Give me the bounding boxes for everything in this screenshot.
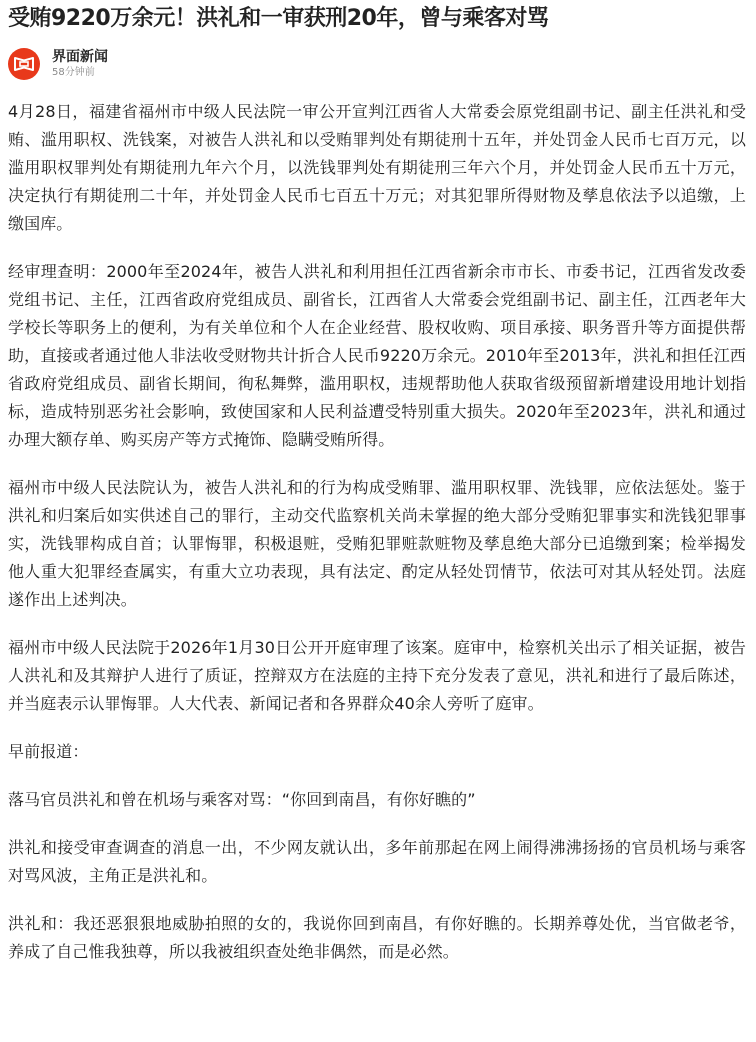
source-info[interactable] (8, 46, 746, 82)
article-body (8, 98, 746, 966)
source-meta (52, 48, 108, 80)
paragraph-findings: 经审理查明：2000年至2024年，被告人洪礼和利用担任江西省新余市市长、市委书记，江西省发改委党组书记、主任，江西省政府党组成员、副省长，江西省人大常委会党组副书记、副主任，江西老年大学校长等职务上的便利，为有关单位和个人在企业经营、股权收购、项目承接、职务晋升等方面提供帮助，直接或者通过他人非法收受财物共计折合人民币9220万余元。2010年至2013年，洪礼和担任江西省政府党组成员、副省长期间，徇私舞弊，滥用职权，违规帮助他人获取省级预留新增建设用地计划指标，造成特别恶劣社会影响，致使国家和人民利益遭受特别重大损失。2020年至2023年，洪礼和通过办理大额存单、购买房产等方式掩饰、隐瞒受贿所得。 (8, 262, 746, 449)
article-page (0, 4, 756, 966)
jiemian-logo-icon[interactable] (8, 48, 40, 80)
paragraph-court-opinion: 福州市中级人民法院认为，被告人洪礼和的行为构成受贿罪、滥用职权罪、洗钱罪，应依法惩处。鉴于洪礼和归案后如实供述自己的罪行，主动交代监察机关尚未掌握的绝大部分受贿犯罪事实和洗钱犯罪事实，洗钱罪构成自首；认罪悔罪，积极退赃，受贿犯罪赃款赃物及孳息绝大部分已追缴到案；检举揭发他人重大犯罪经查属实，有重大立功表现，具有法定、酌定从轻处罚情节，依法可对其从轻处罚。法庭遂作出上述判决。 (8, 478, 746, 609)
paragraph-trial: 福州市中级人民法院于2026年1月30日公开开庭审理了该案。庭审中，检察机关出示了相关证据，被告人洪礼和及其辩护人进行了质证，控辩双方在法庭的主持下充分发表了意见，洪礼和进行了最后陈述，并当庭表示认罪悔罪。人大代表、新闻记者和各界群众40余人旁听了庭审。 (8, 638, 746, 713)
source-name[interactable]: 界面新闻 (52, 49, 108, 65)
paragraph-earlier-report-label: 早前报道： (8, 742, 89, 761)
article-title: 受贿9220万余元！洪礼和一审获刑20年，曾与乘客对骂 (8, 6, 549, 31)
paragraph-quote: 洪礼和：我还恶狠狠地威胁拍照的女的，我说你回到南昌，有你好瞧的。长期养尊处优，当官做老爷，养成了自己惟我独尊，所以我被组织查处绝非偶然，而是必然。 (8, 914, 746, 961)
paragraph-airport-incident: 洪礼和接受审查调查的消息一出，不少网友就认出，多年前那起在网上闹得沸沸扬扬的官员机场与乘客对骂风波，主角正是洪礼和。 (8, 838, 746, 885)
paragraph-verdict: 4月28日，福建省福州市中级人民法院一审公开宣判江西省人大常委会原党组副书记、副主任洪礼和受贿、滥用职权、洗钱案，对被告人洪礼和以受贿罪判处有期徒刑十五年，并处罚金人民币七百万元，以滥用职权罪判处有期徒刑九年六个月，以洗钱罪判处有期徒刑三年六个月，并处罚金人民币五十万元，决定执行有期徒刑二十年，并处罚金人民币七百五十万元；对其犯罪所得财物及孳息依法予以追缴，上缴国库。 (8, 102, 746, 233)
paragraph-earlier-report-headline: 落马官员洪礼和曾在机场与乘客对骂：“你回到南昌，有你好瞧的” (8, 790, 476, 809)
logo-glyph-icon (14, 57, 34, 71)
publish-time: 58分钟前 (52, 67, 95, 78)
